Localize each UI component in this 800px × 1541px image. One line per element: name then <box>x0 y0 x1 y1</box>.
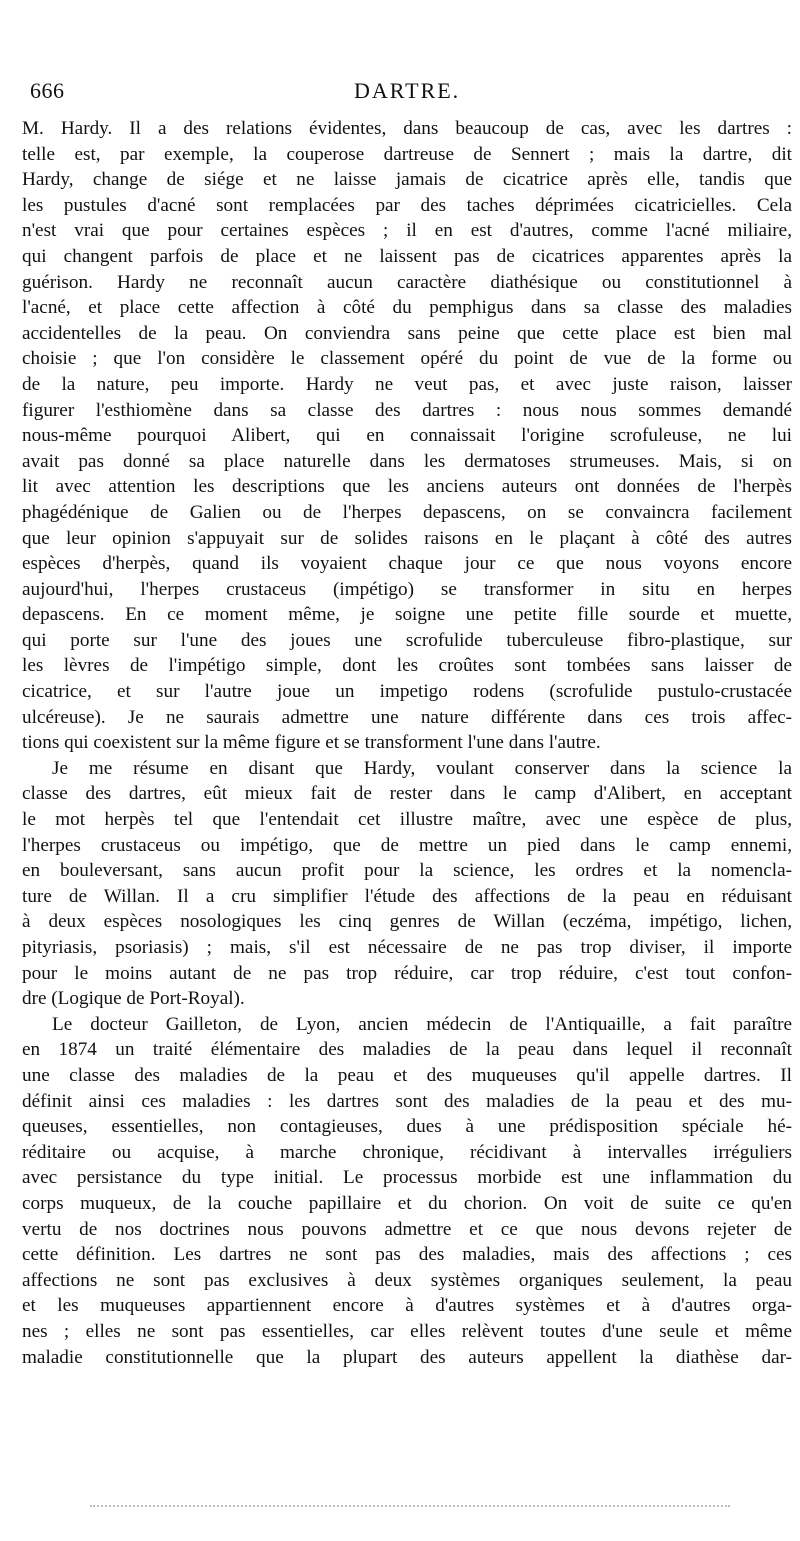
text-line: aujourd'hui, l'herpes crustaceus (impétigo) se transformer in situ en herpes <box>22 578 792 600</box>
text-line: une classe des maladies de la peau et des muqueuses qu'il appelle dartres. Il <box>22 1064 792 1086</box>
text-line: phagédénique de Galien ou de l'herpes depascens, on se convaincra facilement <box>22 501 792 523</box>
text-line: queuses, essentielles, non contagieuses, dues à une prédisposition spéciale hé- <box>22 1116 792 1138</box>
text-line: telle est, par exemple, la couperose dartreuse de Sennert ; mais la dartre, dit <box>22 143 792 165</box>
page <box>22 78 792 1370</box>
text-line: n'est vrai que pour certaines espèces ; il en est d'autres, comme l'acné miliaire, <box>22 220 792 242</box>
text-line: Hardy, change de siége et ne laisse jamais de cicatrice après elle, tandis que <box>22 169 792 191</box>
running-head <box>22 78 792 108</box>
text-line: et les muqueuses appartiennent encore à d'autres systèmes et à d'autres orga- <box>22 1295 792 1317</box>
paragraph-end-line: tions qui coexistent sur la même figure et se transforment l'une dans l'autre. <box>22 732 601 754</box>
text-line: pityriasis, psoriasis) ; mais, s'il est nécessaire de ne pas trop diviser, il importe <box>22 937 792 958</box>
text-line: qui porte sur l'une des joues une scrofulide tuberculeuse fibro-plastique, sur <box>22 629 792 651</box>
text-line: qui changent parfois de place et ne laissent pas de cicatrices apparentes après la <box>22 245 792 267</box>
text-line: le mot herpès tel que l'entendait cet illustre maître, avec une espèce de plus, <box>22 809 792 831</box>
text-line: corps muqueux, de la couche papillaire et du chorion. On voit de suite ce qu'en <box>22 1192 792 1214</box>
text-line: en bouleversant, sans aucun profit pour la science, les ordres et la nomencla- <box>22 860 792 882</box>
text-line: avec persistance du type initial. Le processus morbide est une inflammation du <box>22 1167 792 1189</box>
text-line: l'herpes crustaceus ou impétigo, que de mettre un pied dans le camp ennemi, <box>22 834 792 856</box>
body-text <box>22 116 792 1370</box>
paragraph-start-line: Le docteur Gailleton, de Lyon, ancien médecin de l'Antiquaille, a fait paraître <box>52 1013 792 1035</box>
text-line: accidentelles de la peau. On conviendra sans peine que cette place est bien mal <box>22 322 792 344</box>
running-title: DARTRE. <box>354 78 461 103</box>
text-line: définit ainsi ces maladies : les dartres sont des maladies de la peau et des mu- <box>22 1090 792 1112</box>
text-line: cette définition. Les dartres ne sont pas des maladies, mais des affections ; ces <box>22 1244 792 1266</box>
text-line: vertu de nos doctrines nous pouvons admettre et ce que nous devons rejeter de <box>22 1218 792 1240</box>
text-line: nes ; elles ne sont pas essentielles, car elles relèvent toutes d'une seule et même <box>22 1320 792 1342</box>
text-line: de la nature, peu importe. Hardy ne veut pas, et avec juste raison, laisser <box>22 373 792 395</box>
paragraph-start-line: Je me résume en disant que Hardy, voulant conserver dans la science la <box>52 757 792 779</box>
text-line: guérison. Hardy ne reconnaît aucun caractère diathésique ou constitutionnel à <box>22 271 792 293</box>
bottom-dotted-rule <box>90 1505 730 1507</box>
text-line: figurer l'esthiomène dans sa classe des dartres : nous nous sommes demandé <box>22 399 792 421</box>
text-line: lit avec attention les descriptions que les anciens auteurs ont données de l'herpès <box>22 476 792 498</box>
text-line: en 1874 un traité élémentaire des maladies de la peau dans lequel il reconnaît <box>22 1039 792 1061</box>
text-line: choisie ; que l'on considère le classement opéré du point de vue de la forme ou <box>22 348 792 370</box>
text-line: nous-même pourquoi Alibert, qui en connaissait l'origine scrofuleuse, ne lui <box>22 425 792 447</box>
text-line: classe des dartres, eût mieux fait de rester dans le camp d'Alibert, en acceptant <box>22 783 792 805</box>
text-line: ture de Willan. Il a cru simplifier l'étude des affections de la peau en réduisant <box>22 885 792 907</box>
text-line: les lèvres de l'impétigo simple, dont les croûtes sont tombées sans laisser de <box>22 655 792 677</box>
text-line: pour le moins autant de ne pas trop réduire, car trop réduire, c'est tout confon- <box>22 962 792 984</box>
text-line: affections ne sont pas exclusives à deux systèmes organiques seulement, la peau <box>22 1269 792 1291</box>
text-line: espèces d'herpès, quand ils voyaient chaque jour ce que nous voyons encore <box>22 553 792 575</box>
text-line: cicatrice, et sur l'autre joue un impetigo rodens (scrofulide pustulo-crustacée <box>22 681 792 703</box>
text-line: maladie constitutionnelle que la plupart des auteurs appellent la diathèse dar- <box>22 1346 792 1368</box>
text-line: les pustules d'acné sont remplacées par des taches déprimées cicatricielles. Cela <box>22 194 792 216</box>
text-line: réditaire ou acquise, à marche chronique, récidivant à intervalles irréguliers <box>22 1141 792 1163</box>
text-line: M. Hardy. Il a des relations évidentes, dans beaucoup de cas, avec les dartres : <box>22 118 792 139</box>
text-line: ulcéreuse). Je ne saurais admettre une nature différente dans ces trois affec- <box>22 706 792 728</box>
text-line: que leur opinion s'appuyait sur de solides raisons en le plaçant à côté des autres <box>22 527 792 549</box>
text-line: avait pas donné sa place naturelle dans les dermatoses strumeuses. Mais, si on <box>22 450 792 472</box>
text-line: à deux espèces nosologiques les cinq genres de Willan (eczéma, impétigo, lichen, <box>22 911 792 933</box>
text-line: l'acné, et place cette affection à côté du pemphigus dans sa classe des maladies <box>22 297 792 319</box>
page-number: 666 <box>30 78 65 103</box>
paragraph-end-line: dre (Logique de Port-Royal). <box>22 988 245 1010</box>
text-line: depascens. En ce moment même, je soigne une petite fille sourde et muette, <box>22 604 792 626</box>
